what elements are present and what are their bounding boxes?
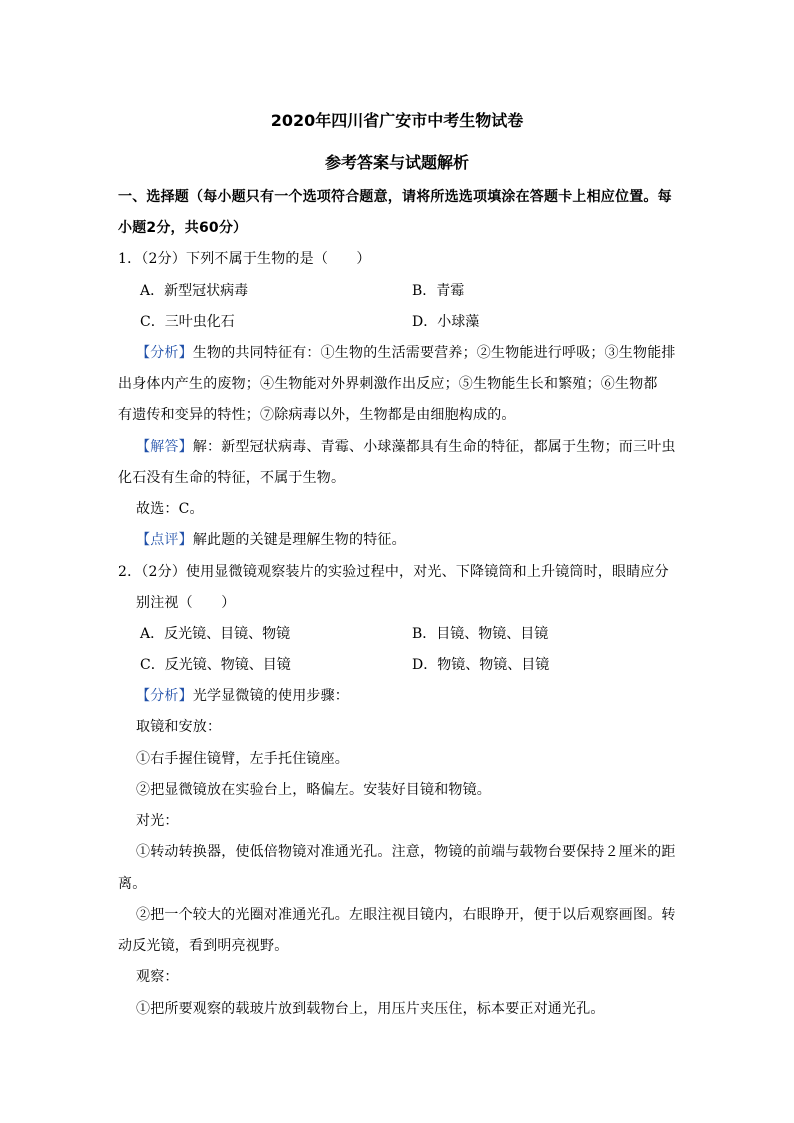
q1-answer-text1: 解：新型冠状病毒、青霉、小球藻都具有生命的特征，都属于生物；而三叶虫 — [192, 439, 676, 455]
q2-stem-line2: 别注视（ ） — [136, 595, 236, 611]
q2-step-duiguang: 对光： — [136, 813, 179, 829]
q2-step-qujing: 取镜和安放： — [136, 719, 222, 735]
section-heading-line2: 小题2分，共60分） — [118, 220, 248, 236]
q2-step-guancha: 观察： — [136, 969, 179, 985]
page-subtitle: 参考答案与试题解析 — [324, 153, 469, 172]
q2-step-d2a: ②把一个较大的光圈对准通光孔。左眼注视目镜内，右眼睁开，便于以后观察画图。转 — [136, 907, 676, 923]
q2-step-q2: ②把显微镜放在实验台上，略偏左。安装好目镜和物镜。 — [136, 782, 491, 798]
q1-analysis-line3: 有遗传和变异的特性；⑦除病毒以外，生物都是由细胞构成的。 — [118, 407, 516, 423]
q2-step-d1a: ①转动转换器，使低倍物镜对准通光孔。注意，物镜的前端与载物台要保持２厘米的距 — [136, 844, 676, 860]
q2-step-q1: ①右手握住镜臂，左手托住镜座。 — [136, 751, 349, 767]
q1-option-c: C．三叶虫化石 — [140, 314, 235, 330]
q1-analysis-tag: 【分析】 — [136, 345, 193, 361]
q1-option-d: D．小球藻 — [412, 314, 480, 330]
q2-analysis-line1 — [136, 685, 349, 705]
q1-comment — [136, 529, 406, 549]
q1-analysis-line1 — [136, 342, 676, 362]
q1-answer-line1 — [136, 436, 676, 456]
q1-option-b: B．青霉 — [412, 283, 465, 299]
q1-option-a: A．新型冠状病毒 — [140, 283, 249, 299]
q1-analysis-line2: 出身体内产生的废物；④生物能对外界刺激作出反应；⑤生物能生长和繁殖；⑥生物都 — [118, 376, 658, 392]
q2-step-g1: ①把所要观察的载玻片放到载物台上，用压片夹压住，标本要正对通光孔。 — [136, 1001, 605, 1017]
q2-step-d1b: 离。 — [118, 876, 147, 892]
q2-step-d2b: 动反光镜，看到明亮视野。 — [118, 938, 289, 954]
q2-option-a: A．反光镜、目镜、物镜 — [140, 626, 291, 642]
q1-analysis-text1: 生物的共同特征有：①生物的生活需要营养；②生物能进行呼吸；③生物能排 — [192, 345, 676, 361]
q2-stem-line1: 2．（2分）使用显微镜观察装片的实验过程中，对光、下降镜筒和上升镜筒时，眼睛应分 — [118, 564, 669, 580]
q2-analysis-tag: 【分析】 — [136, 688, 193, 704]
section-heading-line1: 一、选择题（每小题只有一个选项符合题意，请将所选选项填涂在答题卡上相应位置。每 — [118, 189, 672, 205]
q2-analysis-text1: 光学显微镜的使用步骤： — [192, 688, 350, 704]
q1-choice: 故选：C。 — [136, 501, 204, 517]
page-title: 2020年四川省广安市中考生物试卷 — [270, 111, 524, 130]
q1-comment-tag: 【点评】 — [136, 532, 193, 548]
q1-comment-text: 解此题的关键是理解生物的特征。 — [192, 532, 406, 548]
q2-option-c: C．反光镜、物镜、目镜 — [140, 657, 291, 673]
q2-option-d: D．物镜、物镜、目镜 — [412, 657, 550, 673]
q1-answer-tag: 【解答】 — [136, 439, 193, 455]
q2-option-b: B．目镜、物镜、目镜 — [412, 626, 549, 642]
q1-stem: 1．（2分）下列不属于生物的是（ ） — [118, 251, 371, 267]
q1-answer-line2: 化石没有生命的特征，不属于生物。 — [118, 470, 346, 486]
